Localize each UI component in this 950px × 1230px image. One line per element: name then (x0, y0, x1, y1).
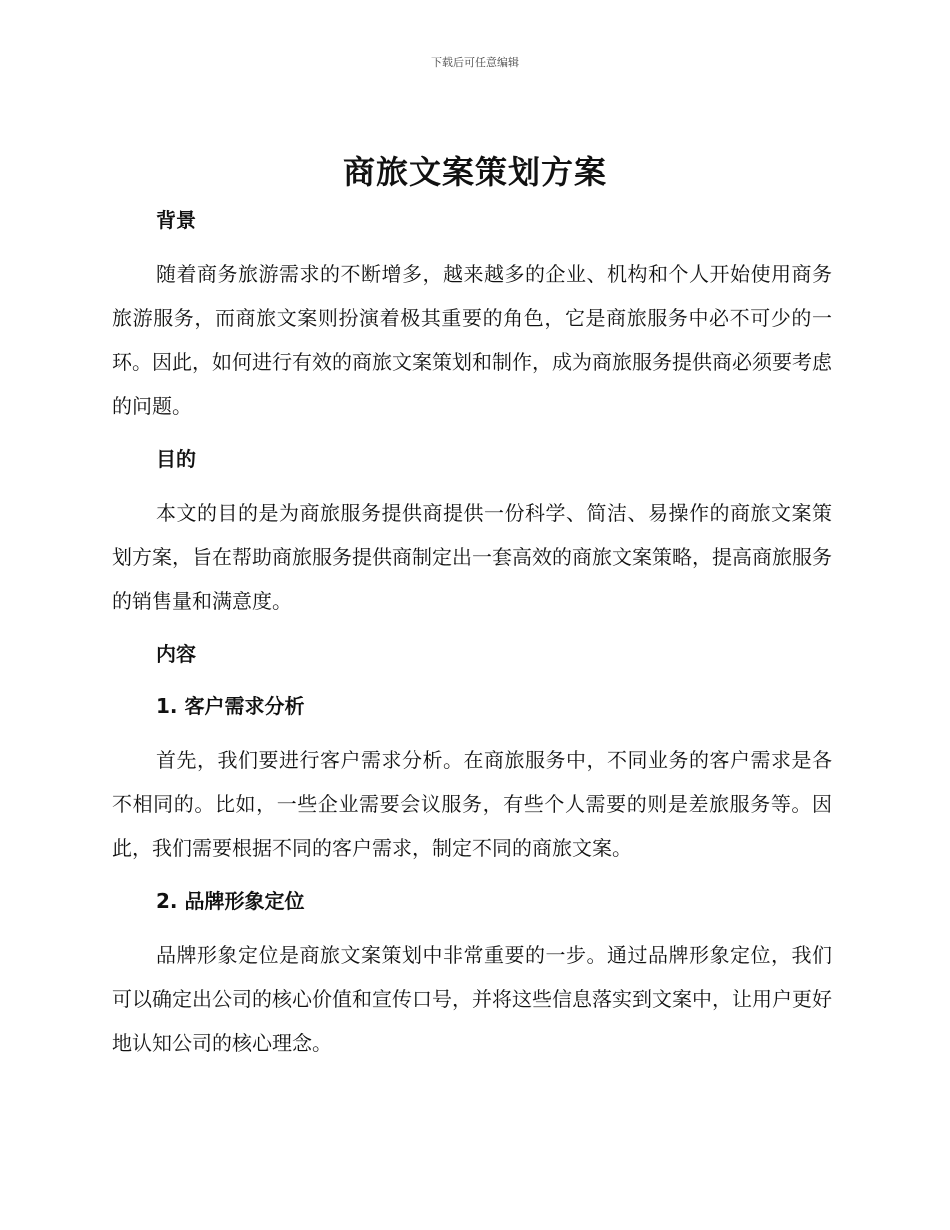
page-header: 下载后可任意编辑 (431, 56, 519, 69)
section-heading-content: 内容 (156, 642, 196, 666)
section-heading-customer-needs: 1. 客户需求分析 (156, 694, 305, 718)
section-paragraph-background: 随着商务旅游需求的不断增多，越来越多的企业、机构和个人开始使用商务旅游服务，而商旅文案则扮演着极其重要的角色，它是商旅服务中必不可少的一环。因此，如何进行有效的商旅文案策划和制作，成为商旅服务提供商必须要考虑的问题。 (112, 262, 832, 418)
section-heading-background: 背景 (156, 208, 196, 232)
section-paragraph-brand-positioning: 品牌形象定位是商旅文案策划中非常重要的一步。通过品牌形象定位，我们可以确定出公司的核心价值和宣传口号，并将这些信息落实到文案中，让用户更好地认知公司的核心理念。 (112, 943, 832, 1055)
section-paragraph-purpose: 本文的目的是为商旅服务提供商提供一份科学、简洁、易操作的商旅文案策划方案，旨在帮助商旅服务提供商制定出一套高效的商旅文案策略，提高商旅服务的销售量和满意度。 (112, 501, 832, 613)
section-paragraph-customer-needs: 首先，我们要进行客户需求分析。在商旅服务中，不同业务的客户需求是各不相同的。比如，一些企业需要会议服务，有些个人需要的则是差旅服务等。因此，我们需要根据不同的客户需求，制定不同的商旅文案。 (112, 748, 832, 860)
document-title: 商旅文案策划方案 (342, 153, 607, 191)
section-heading-brand-positioning: 2. 品牌形象定位 (156, 889, 305, 913)
document-body (112, 200, 832, 1065)
section-heading-purpose: 目的 (156, 447, 196, 471)
